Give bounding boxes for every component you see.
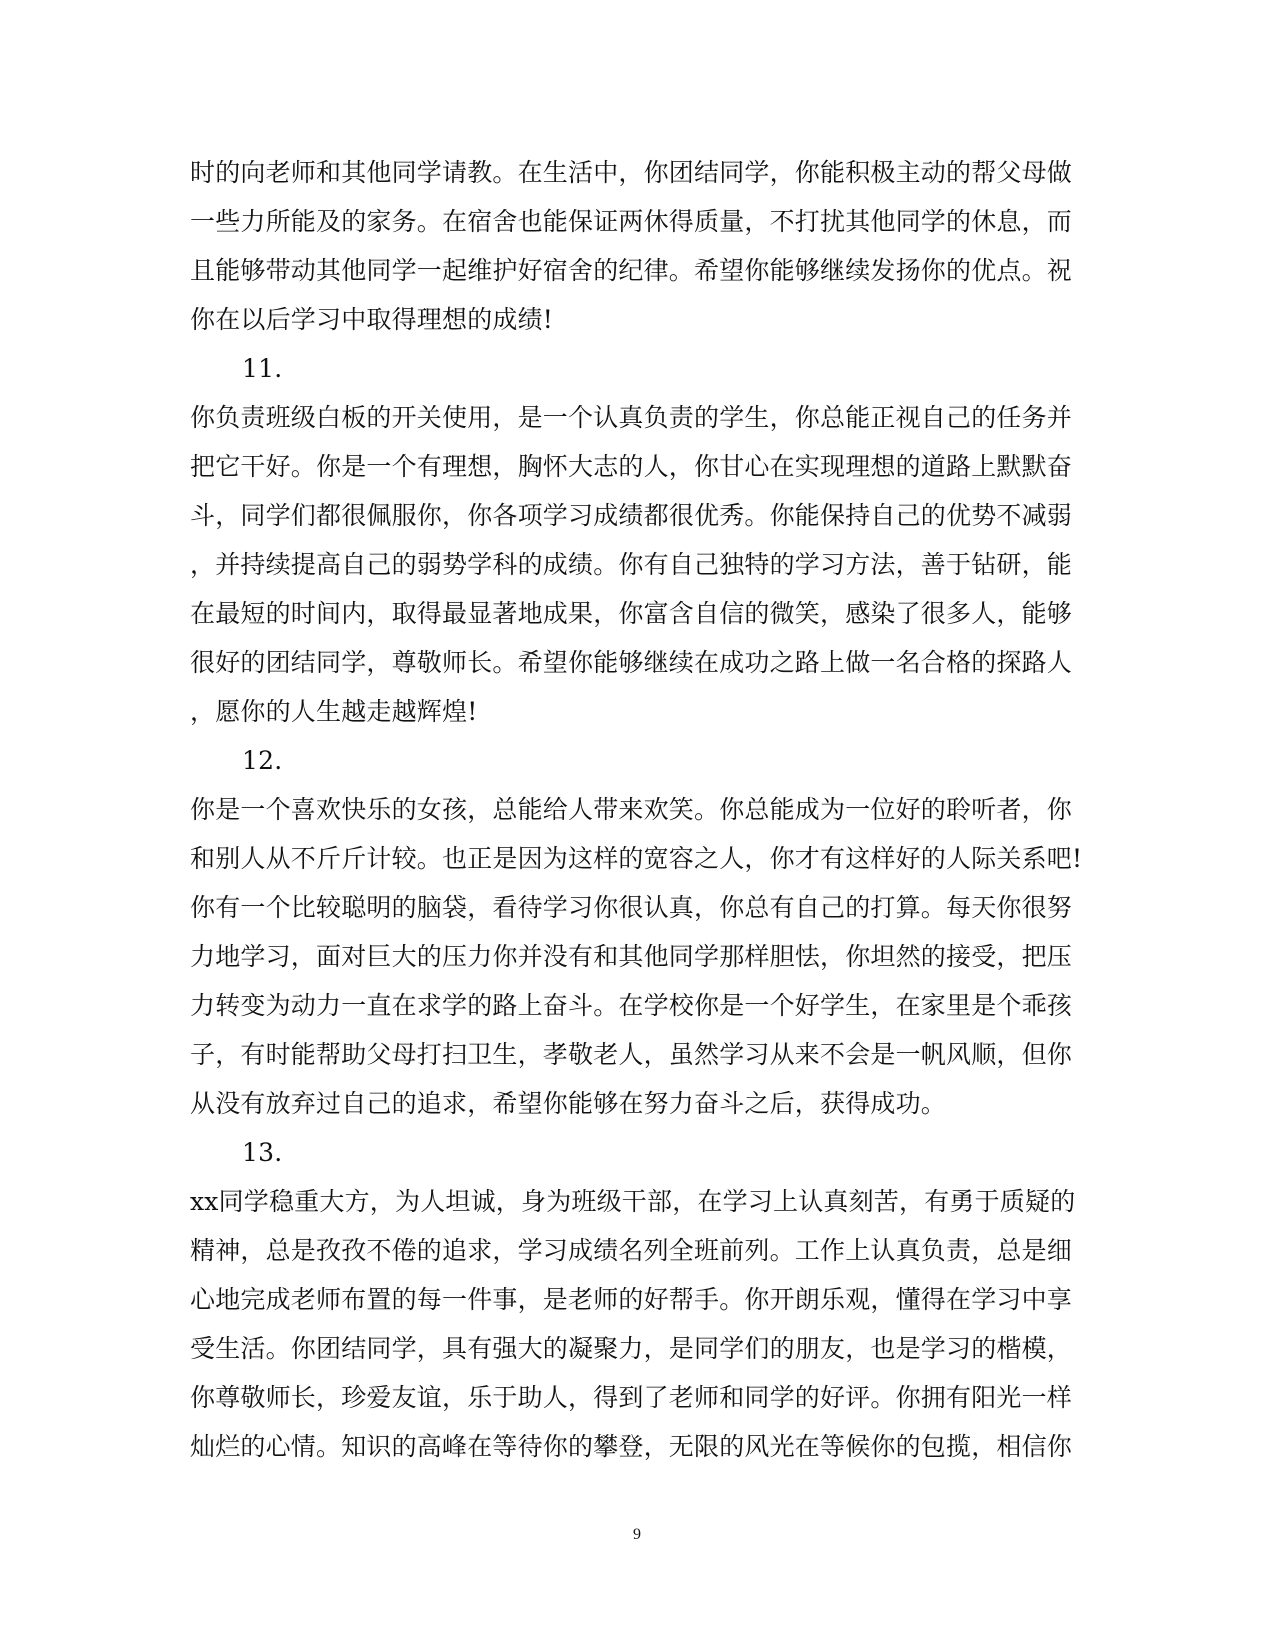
text-line: 很好的团结同学，尊敬师长。希望你能够继续在成功之路上做一名合格的探路人 — [190, 648, 1073, 677]
section-number: 12. — [242, 746, 283, 775]
text-line: 精神，总是孜孜不倦的追求，学习成绩名列全班前列。工作上认真负责，总是细 — [190, 1236, 1073, 1265]
text-line: 你是一个喜欢快乐的女孩，总能给人带来欢笑。你总能成为一位好的聆听者，你 — [190, 795, 1073, 824]
text-line: 时的向老师和其他同学请教。在生活中，你团结同学，你能积极主动的帮父母做 — [190, 158, 1073, 187]
text-line: 心地完成老师布置的每一件事，是老师的好帮手。你开朗乐观，懂得在学习中享 — [190, 1285, 1073, 1314]
text-line: 你在以后学习中取得理想的成绩! — [190, 305, 554, 334]
text-line: 子，有时能帮助父母打扫卫生，孝敬老人，虽然学习从来不会是一帆风顺，但你 — [190, 1040, 1073, 1069]
text-line: ，并持续提高自己的弱势学科的成绩。你有自己独特的学习方法，善于钻研，能 — [190, 550, 1073, 579]
text-line: 把它干好。你是一个有理想，胸怀大志的人，你甘心在实现理想的道路上默默奋 — [190, 452, 1073, 481]
text-line: 你负责班级白板的开关使用，是一个认真负责的学生，你总能正视自己的任务并 — [190, 403, 1073, 432]
text-line: 和别人从不斤斤计较。也正是因为这样的宽容之人，你才有这样好的人际关系吧! — [190, 844, 1083, 873]
text-line: 力地学习，面对巨大的压力你并没有和其他同学那样胆怯，你坦然的接受，把压 — [190, 942, 1073, 971]
page-number: 9 — [633, 1526, 641, 1543]
text-line: 你尊敬师长，珍爱友谊，乐于助人，得到了老师和同学的好评。你拥有阳光一样 — [190, 1383, 1073, 1412]
text-line: xx同学稳重大方，为人坦诚，身为班级干部，在学习上认真刻苦，有勇于质疑的 — [190, 1187, 1076, 1216]
text-line: 斗，同学们都很佩服你，你各项学习成绩都很优秀。你能保持自己的优势不减弱 — [190, 501, 1073, 530]
text-line: 灿烂的心情。知识的高峰在等待你的攀登，无限的风光在等候你的包揽，相信你 — [190, 1432, 1073, 1461]
text-line: 从没有放弃过自己的追求，希望你能够在努力奋斗之后，获得成功。 — [190, 1089, 947, 1118]
text-line: 一些力所能及的家务。在宿舍也能保证两休得质量，不打扰其他同学的休息，而 — [190, 207, 1073, 236]
section-number: 11. — [242, 354, 283, 383]
section-number: 13. — [242, 1138, 283, 1167]
text-line: 你有一个比较聪明的脑袋，看待学习你很认真，你总有自己的打算。每天你很努 — [190, 893, 1073, 922]
text-line: 在最短的时间内，取得最显著地成果，你富含自信的微笑，感染了很多人，能够 — [190, 599, 1073, 628]
text-line: 且能够带动其他同学一起维护好宿舍的纪律。希望你能够继续发扬你的优点。祝 — [190, 256, 1073, 285]
text-line: ，愿你的人生越走越辉煌! — [190, 697, 478, 726]
text-line: 力转变为动力一直在求学的路上奋斗。在学校你是一个好学生，在家里是个乖孩 — [190, 991, 1073, 1020]
document-body — [190, 148, 1083, 1471]
text-line: 受生活。你团结同学，具有强大的凝聚力，是同学们的朋友，也是学习的楷模， — [190, 1334, 1073, 1363]
